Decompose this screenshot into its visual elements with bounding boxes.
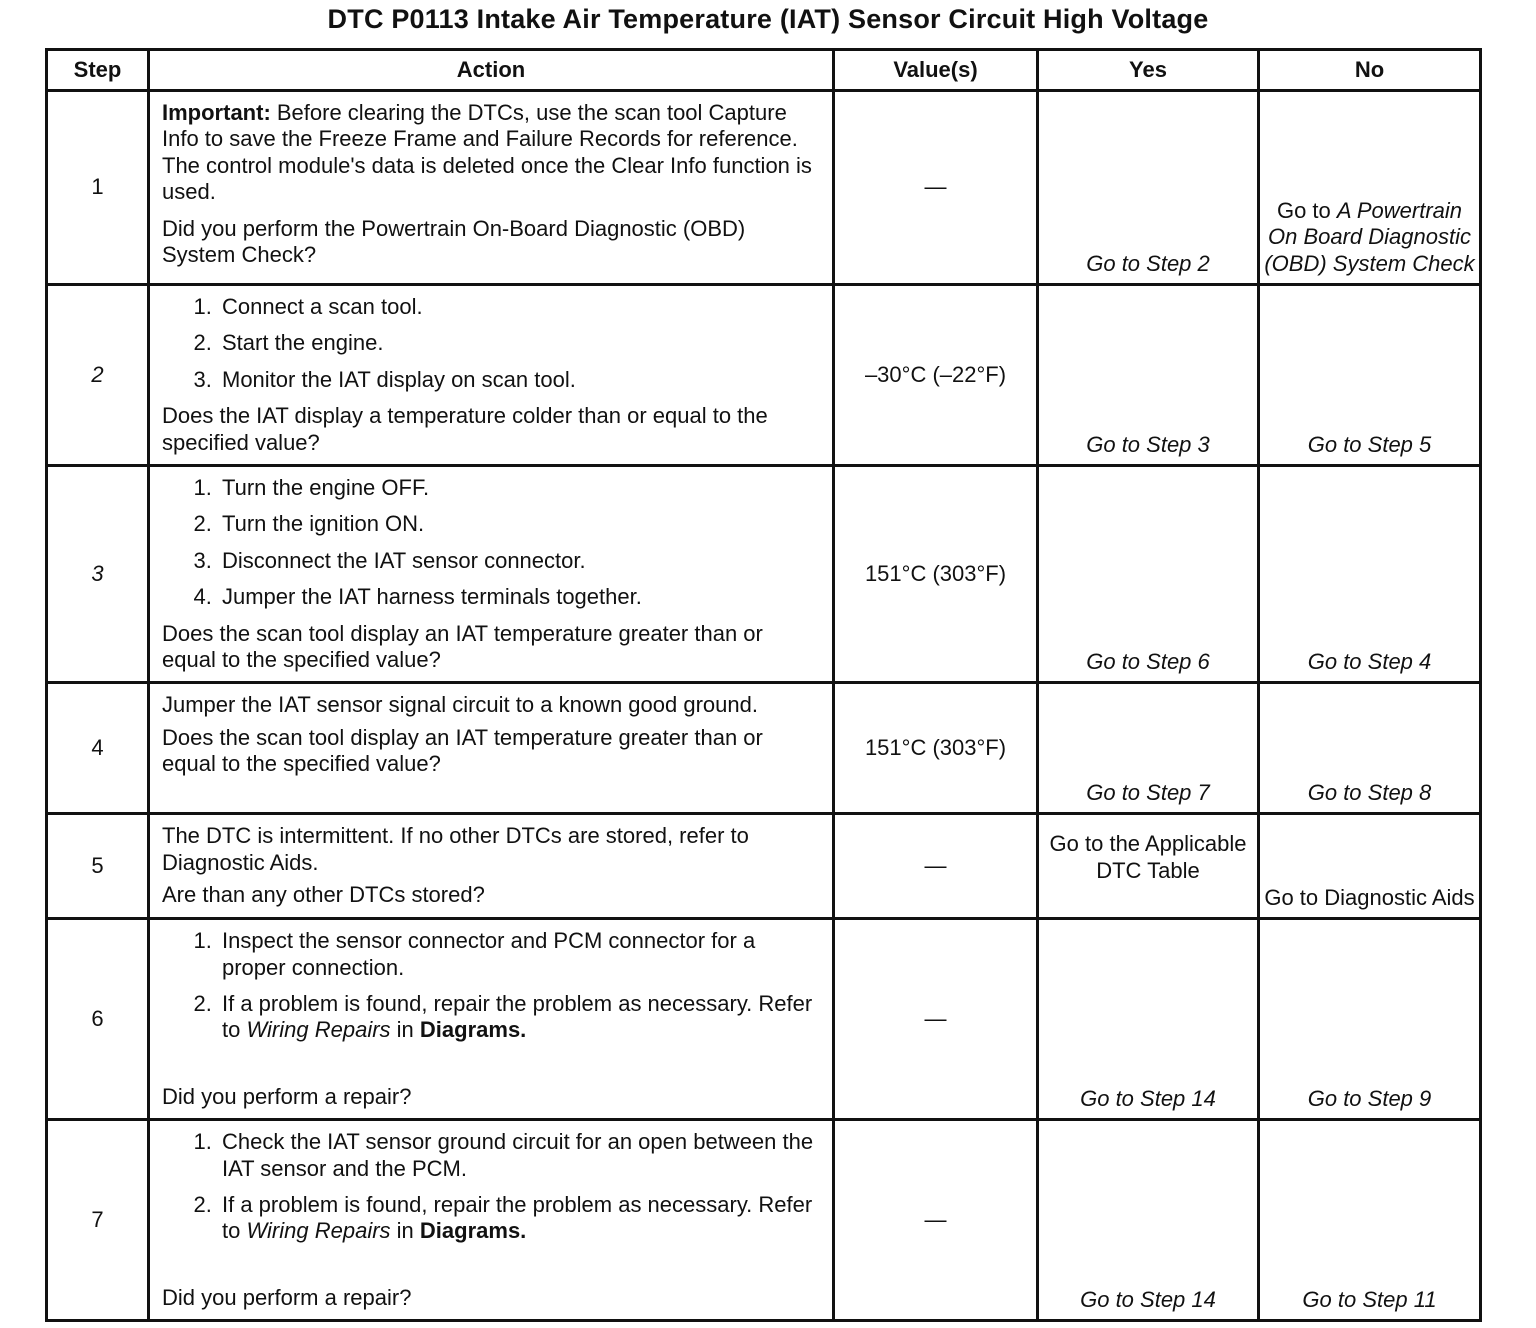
- question-text: Does the scan tool display an IAT temperature greater than or equal to the specified value?: [162, 724, 763, 777]
- table-row: [47, 814, 1481, 919]
- action-cell: [149, 683, 834, 814]
- list-item: [218, 991, 822, 1044]
- action-cell: [149, 91, 834, 285]
- step-number: 3: [47, 465, 149, 682]
- action-list: [162, 475, 822, 611]
- action-cell: [149, 814, 834, 919]
- value-cell: —: [834, 91, 1038, 285]
- list-item: [218, 1192, 822, 1245]
- action-list: [162, 928, 822, 1044]
- header-values: Value(s): [834, 50, 1038, 91]
- no-cell: Go to Step 4: [1259, 465, 1481, 682]
- table-row: [47, 285, 1481, 466]
- no-link-text: A Powertrain On Board Diagnostic (OBD) System Check: [1264, 197, 1475, 276]
- question-text: Does the scan tool display an IAT temperature greater than or equal to the specified value?: [162, 620, 763, 672]
- list-item: 1. Check the IAT sensor ground circuit for an open between the IAT sensor and the PCM.: [218, 1129, 822, 1182]
- list-item-text: If a problem is found, repair the problem as necessary. Refer to: [222, 1192, 813, 1244]
- list-item-text: If a problem is found, repair the problem as necessary. Refer to: [222, 991, 813, 1043]
- step-number: 4: [47, 683, 149, 814]
- action-cell: [149, 919, 834, 1120]
- value-cell: 151°C (303°F): [834, 465, 1038, 682]
- no-cell: Go to Step 11: [1259, 1120, 1481, 1321]
- yes-cell: Go to Step 3: [1038, 285, 1259, 466]
- list-item-text: in: [390, 1017, 420, 1043]
- yes-cell: Go to Step 14: [1038, 919, 1259, 1120]
- no-cell: Go to Step 5: [1259, 285, 1481, 466]
- spacer: [162, 1054, 822, 1084]
- diagrams-ref: Diagrams.: [419, 1017, 527, 1043]
- header-step: Step: [47, 50, 149, 91]
- no-cell: Go to Step 9: [1259, 919, 1481, 1120]
- value-cell: 151°C (303°F): [834, 683, 1038, 814]
- table-row: [47, 683, 1481, 814]
- question-text: Did you perform the Powertrain On-Board Diagnostic (OBD) System Check?: [162, 215, 746, 267]
- table-row: [47, 919, 1481, 1120]
- step-number: 6: [47, 919, 149, 1120]
- action-list: [162, 1129, 822, 1245]
- question-text: Did you perform a repair?: [162, 1083, 412, 1109]
- list-item: 2. Turn the ignition ON.: [218, 511, 822, 537]
- step-number: 2: [47, 285, 149, 466]
- list-item: 1. Connect a scan tool.: [218, 294, 822, 320]
- no-cell: Go to Step 8: [1259, 683, 1481, 814]
- list-item: 3. Monitor the IAT display on scan tool.: [218, 367, 822, 393]
- yes-cell: Go to the Applicable DTC Table: [1038, 814, 1259, 919]
- no-cell: Go to Diagnostic Aids: [1259, 814, 1481, 919]
- yes-cell: Go to Step 14: [1038, 1120, 1259, 1321]
- action-text: Jumper the IAT sensor signal circuit to a known good ground.: [162, 692, 758, 718]
- page-title: DTC P0113 Intake Air Temperature (IAT) Sensor Circuit High Voltage: [327, 4, 1209, 34]
- yes-cell: Go to Step 7: [1038, 683, 1259, 814]
- spacer: [162, 1255, 822, 1285]
- header-action: Action: [149, 50, 834, 91]
- diagrams-ref: Diagrams.: [419, 1218, 527, 1244]
- list-item: 1. Inspect the sensor connector and PCM connector for a proper connection.: [218, 928, 822, 981]
- action-cell: [149, 1120, 834, 1321]
- value-cell: —: [834, 1120, 1038, 1321]
- list-item: 1. Turn the engine OFF.: [218, 475, 822, 501]
- header-no: No: [1259, 50, 1481, 91]
- action-cell: [149, 285, 834, 466]
- wiring-repairs-ref: Wiring Repairs: [246, 1218, 391, 1244]
- action-cell: [149, 465, 834, 682]
- step-number: 1: [47, 91, 149, 285]
- list-item: 3. Disconnect the IAT sensor connector.: [218, 548, 822, 574]
- action-list: [162, 294, 822, 393]
- value-cell: —: [834, 814, 1038, 919]
- question-text: Are than any other DTCs stored?: [162, 882, 485, 908]
- value-cell: —: [834, 919, 1038, 1120]
- table-row: [47, 91, 1481, 285]
- header-yes: Yes: [1038, 50, 1259, 91]
- step-number: 5: [47, 814, 149, 919]
- value-cell: –30°C (–22°F): [834, 285, 1038, 466]
- table-header-row: [47, 50, 1481, 91]
- list-item-text: in: [390, 1218, 420, 1244]
- table-row: [47, 465, 1481, 682]
- important-note: [162, 100, 822, 206]
- table-row: [47, 1120, 1481, 1321]
- list-item: 4. Jumper the IAT harness terminals together.: [218, 584, 822, 610]
- list-item: 2. Start the engine.: [218, 330, 822, 356]
- diagnostic-table: [45, 48, 1482, 1322]
- question-text: Does the IAT display a temperature colder than or equal to the specified value?: [162, 403, 768, 455]
- yes-cell: Go to Step 6: [1038, 465, 1259, 682]
- wiring-repairs-ref: Wiring Repairs: [246, 1017, 391, 1043]
- step-number: 7: [47, 1120, 149, 1321]
- question-text: Did you perform a repair?: [162, 1284, 412, 1310]
- yes-cell: Go to Step 2: [1038, 91, 1259, 285]
- important-label: Important:: [162, 100, 271, 125]
- important-text: Before clearing the DTCs, use the scan tool Capture Info to save the Freeze Frame and Failure Records for reference. The control module's data is deleted once the Clear Info function is used.: [162, 100, 812, 205]
- no-cell: [1259, 91, 1481, 285]
- action-text: The DTC is intermittent. If no other DTCs are stored, refer to Diagnostic Aids.: [162, 823, 749, 875]
- no-prefix: Go to: [1276, 197, 1337, 223]
